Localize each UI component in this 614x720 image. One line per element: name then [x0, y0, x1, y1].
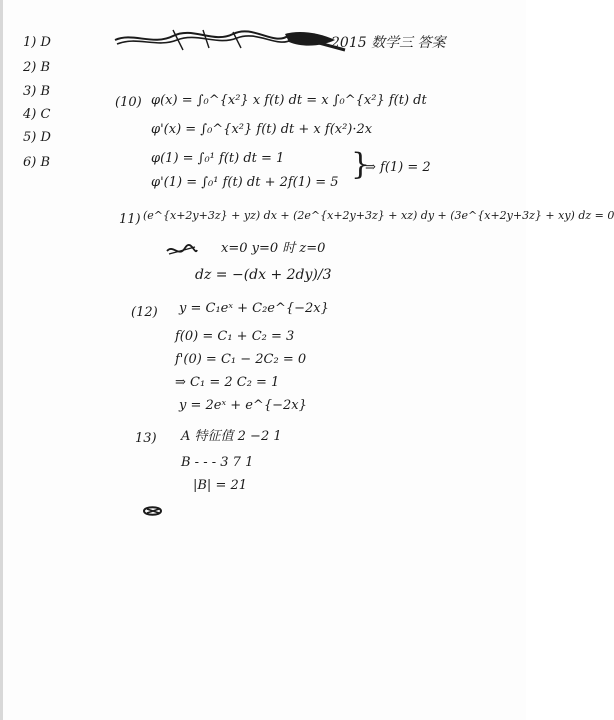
choice-answer-4: 4) C	[23, 107, 51, 122]
q12-line-4: ⇒ C₁ = 2 C₂ = 1	[175, 375, 280, 390]
q10-brace: }	[351, 147, 371, 182]
crossed-out-header-scribble	[113, 26, 353, 56]
choice-answer-5: 5) D	[23, 130, 51, 145]
q10-label: (10)	[115, 95, 142, 110]
q10-line-1: φ(x) = ∫₀^{x²} x f(t) dt = x ∫₀^{x²} f(t) dt	[151, 93, 427, 108]
q12-line-1: y = C₁eˣ + C₂e^{−2x}	[179, 301, 329, 316]
q12-line-3: f'(0) = C₁ − 2C₂ = 0	[175, 352, 307, 367]
q12-label: (12)	[131, 305, 158, 320]
choice-answer-6: 6) B	[23, 155, 51, 170]
q12-line-2: f(0) = C₁ + C₂ = 3	[175, 329, 295, 344]
q14-scribble-mark	[141, 503, 165, 519]
q13-line-2: B - - - 3 7 1	[181, 455, 254, 470]
q12-line-5: y = 2eˣ + e^{−2x}	[179, 398, 307, 413]
page-title: 2015 数学三 答案	[331, 35, 446, 51]
q11-line-3: dz = −(dx + 2dy)/3	[195, 267, 332, 283]
q11-scribble-mark	[165, 242, 199, 260]
q10-line-2: φ'(x) = ∫₀^{x²} f(t) dt + x f(x²)·2x	[151, 122, 373, 137]
q13-line-1: A 特征值 2 −2 1	[181, 429, 282, 444]
q11-label: 11)	[119, 212, 141, 227]
q11-line-1: (e^{x+2y+3z} + yz) dx + (2e^{x+2y+3z} + xz) dy + (3e^{x+2y+3z} + xy) dz = 0	[143, 209, 614, 222]
choice-answer-2: 2) B	[23, 60, 51, 75]
choice-answer-3: 3) B	[23, 84, 51, 99]
choice-answer-1: 1) D	[23, 35, 51, 50]
q13-label: 13)	[135, 431, 157, 446]
q10-line-3: φ(1) = ∫₀¹ f(t) dt = 1	[151, 151, 285, 166]
q11-line-2: x=0 y=0 时 z=0	[221, 241, 326, 256]
q10-line-4: φ'(1) = ∫₀¹ f(t) dt + 2f(1) = 5	[151, 175, 339, 190]
q10-result: ⇒ f(1) = 2	[365, 160, 431, 175]
q13-line-3: |B| = 21	[193, 478, 248, 493]
